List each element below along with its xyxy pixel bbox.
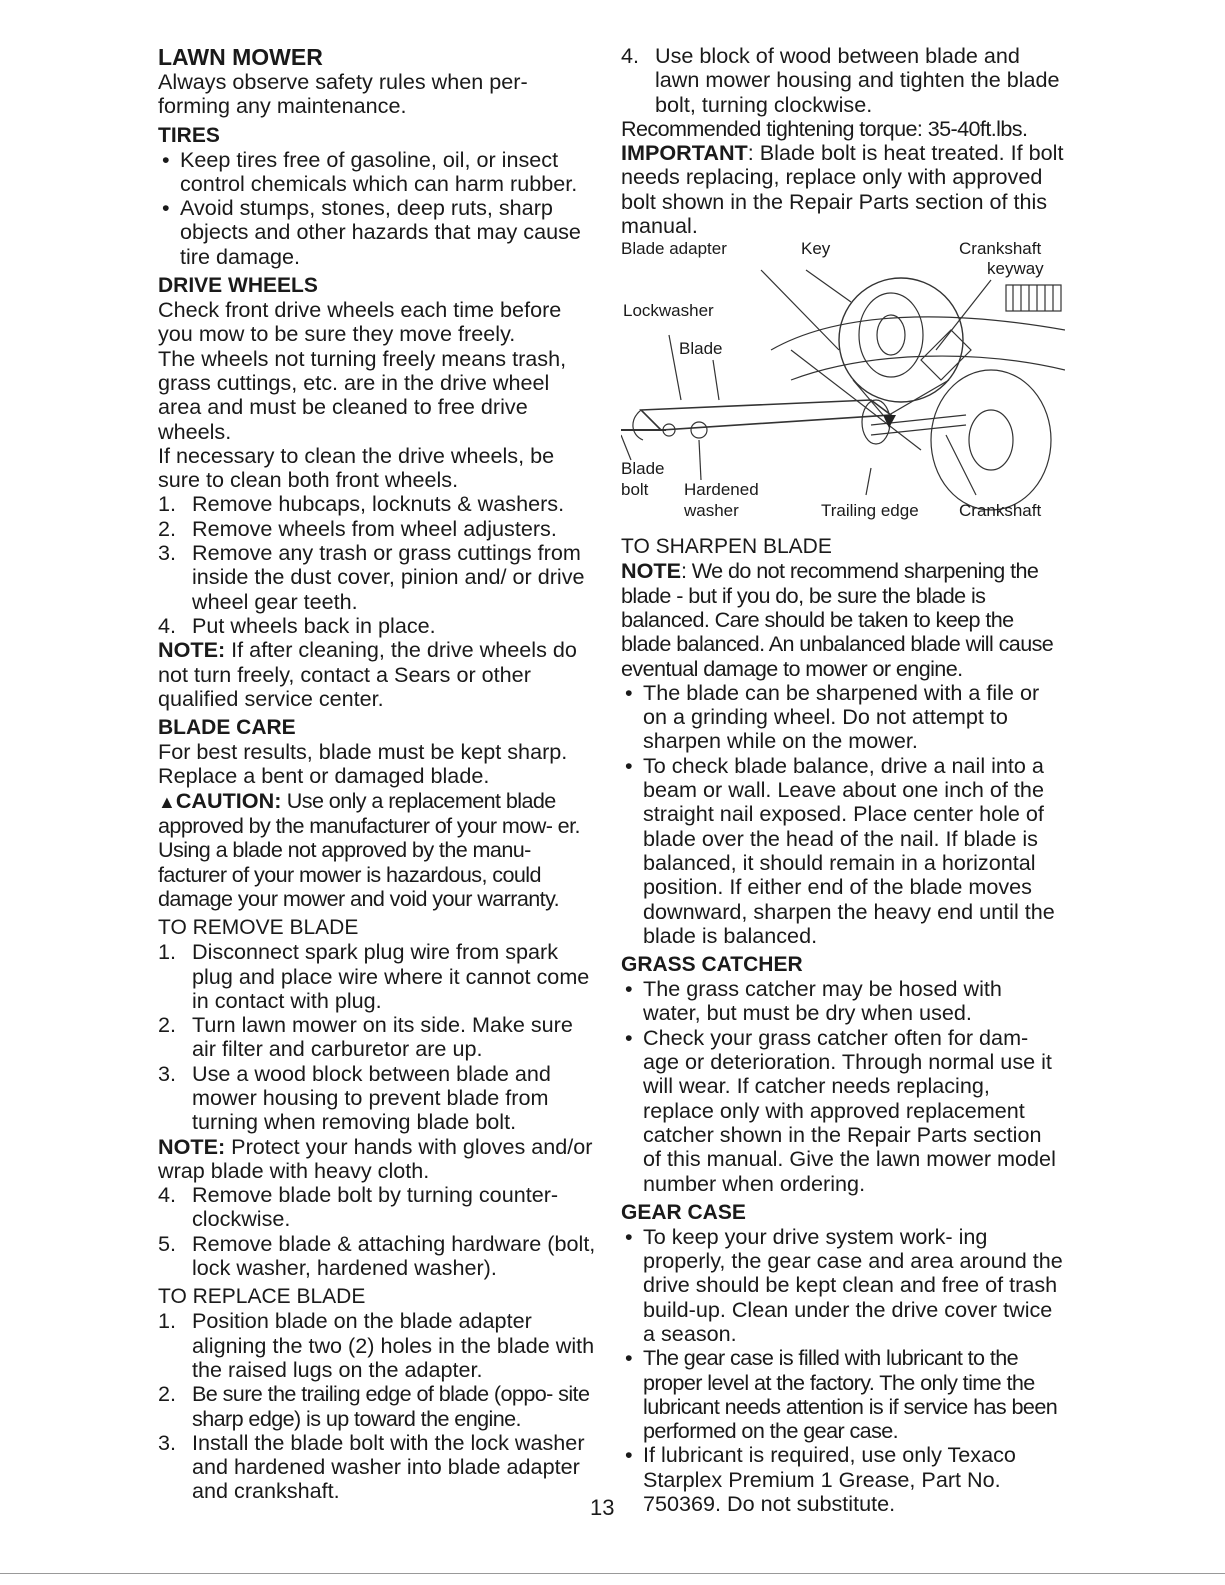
- gear-case-list: [621, 1225, 1065, 1517]
- section-title-lawn-mower: LAWN MOWER: [158, 44, 323, 70]
- drive-wheels-p3: If necessary to clean the drive wheels, be sure to clean both front wheels.: [158, 442, 555, 493]
- list-item: 4. Remove blade bolt by turning counter- clockwise.: [158, 1182, 559, 1232]
- drive-wheels-p2: The wheels not turning freely means trash, grass cuttings, etc. are in the drive wheel area and must be cleaned to free drive wheels.: [158, 345, 567, 444]
- label-lockwasher: Lockwasher: [623, 301, 714, 321]
- list-item: 1. Disconnect spark plug wire from spark plug and place wire where it cannot come in contact with plug.: [158, 939, 590, 1013]
- replace-blade-step-4: [621, 44, 1065, 117]
- label-blade-bolt-2: bolt: [621, 480, 649, 500]
- label-blade-bolt-1: Blade: [621, 459, 665, 479]
- tires-list: [158, 148, 598, 269]
- drive-wheels-steps: [158, 492, 598, 638]
- bullet-dot-icon: •: [162, 195, 170, 221]
- label-trailing-edge: Trailing edge: [821, 501, 919, 521]
- sharpen-list: [621, 681, 1065, 948]
- heading-sharpen-blade: TO SHARPEN BLADE: [621, 535, 832, 559]
- list-item: • Check your grass catcher often for dam- age or deterioration. Through normal use it will wear. If catcher needs replacing, replace only with approved replacement catcher shown in the Repair Parts section of this manual. Give the lawn mower model number when ordering.: [625, 1024, 1056, 1196]
- sharpen-note: NOTE: We do not recommend sharpening the blade - but if you do, be sure the blade is balanced. Care should be taken to keep the blade balanced. An unbalanced blade will cause eventual damage to mower or engine.: [621, 558, 1054, 681]
- warning-triangle-icon: ▲: [158, 791, 176, 812]
- list-item: 4. Use block of wood between blade and lawn mower housing and tighten the blade bolt, turning clockwise.: [621, 43, 1060, 117]
- remove-blade-note: NOTE: Protect your hands with gloves and/or wrap blade with heavy cloth.: [158, 1133, 593, 1183]
- list-item: • The gear case is filled with lubricant to the proper level at the factory. The only time the lubricant needs attention is if service has been performed on the gear case.: [625, 1345, 1058, 1444]
- list-item: 2. Be sure the trailing edge of blade (oppo- site sharp edge) is up toward the engine.: [158, 1381, 590, 1431]
- list-item: 3. Remove any trash or grass cuttings from inside the dust cover, pinion and/ or drive wheel gear teeth.: [158, 540, 585, 614]
- list-item: • Keep tires free of gasoline, oil, or insect control chemicals which can harm rubber.: [162, 146, 578, 196]
- label-blade: Blade: [679, 339, 723, 359]
- label-hardened-1: Hardened: [684, 480, 759, 500]
- bullet-dot-icon: •: [625, 976, 633, 1002]
- intro-text: Always observe safety rules when per- forming any maintenance.: [158, 69, 528, 119]
- heading-replace-blade: TO REPLACE BLADE: [158, 1285, 366, 1309]
- remove-blade-steps: [158, 940, 598, 1134]
- blade-assembly-diagram: [621, 240, 1065, 530]
- heading-tires: TIRES: [158, 123, 220, 147]
- bullet-dot-icon: •: [162, 146, 170, 172]
- left-column: [158, 44, 598, 1504]
- list-item: • To keep your drive system work- ing properly, the gear case and area around the drive should be kept clean and free of trash build-up. Clean under the drive cover twice a season.: [625, 1223, 1063, 1346]
- important-text: IMPORTANT: Blade bolt is heat treated. If bolt needs replacing, replace only with approved bolt shown in the Repair Parts section of this manual.: [621, 140, 1064, 239]
- label-hardened-2: washer: [684, 501, 739, 521]
- heading-remove-blade: TO REMOVE BLADE: [158, 916, 359, 940]
- list-item: • The grass catcher may be hosed with water, but must be dry when used.: [625, 976, 1002, 1026]
- blade-care-p1: For best results, blade must be kept sharp. Replace a bent or damaged blade.: [158, 739, 568, 789]
- list-item: • Avoid stumps, stones, deep ruts, sharp objects and other hazards that may cause tire damage.: [162, 195, 581, 269]
- list-item: 2. Turn lawn mower on its side. Make sure air filter and carburetor are up.: [158, 1012, 573, 1062]
- bottom-rule: [0, 1573, 1225, 1574]
- label-crankshaft-keyway-1: Crankshaft: [959, 239, 1042, 259]
- list-item: 1. Position blade on the blade adapter aligning the two (2) holes in the blade with the raised lugs on the adapter.: [158, 1308, 595, 1382]
- list-item: • If lubricant is required, use only Texaco Starplex Premium 1 Grease, Part No. 750369. Do not substitute.: [625, 1442, 1016, 1517]
- heading-drive-wheels: DRIVE WHEELS: [158, 274, 318, 298]
- heading-gear-case: GEAR CASE: [621, 1200, 746, 1224]
- label-key: Key: [801, 239, 831, 259]
- grass-catcher-list: [621, 977, 1065, 1196]
- bullet-dot-icon: •: [625, 752, 633, 778]
- heading-grass-catcher: GRASS CATCHER: [621, 953, 803, 977]
- list-item: 2. Remove wheels from wheel adjusters.: [158, 515, 557, 541]
- bullet-dot-icon: •: [625, 1024, 633, 1050]
- drive-wheels-note: NOTE: If after cleaning, the drive wheels do not turn freely, contact a Sears or other qualified service center.: [158, 637, 577, 711]
- list-item: 4. Put wheels back in place.: [158, 612, 436, 638]
- list-item: 1. Remove hubcaps, locknuts & washers.: [158, 491, 565, 517]
- label-crankshaft: Crankshaft: [959, 501, 1042, 521]
- bullet-dot-icon: •: [625, 1345, 633, 1371]
- list-item: • The blade can be sharpened with a file or on a grinding wheel. Do not attempt to sharpen while on the mower.: [625, 679, 1040, 754]
- caution-text: ▲CAUTION: Use only a replacement blade approved by the manufacturer of your mow- er. Using a blade not approved by the manu- facturer of your mower is hazardous, could damage your mower and void your warranty.: [158, 787, 580, 911]
- bullet-dot-icon: •: [625, 1223, 633, 1249]
- bullet-dot-icon: •: [625, 1442, 633, 1468]
- torque-text: Recommended tightening torque: 35-40ft.lbs.: [621, 115, 1028, 141]
- label-crankshaft-keyway-2: keyway: [987, 259, 1044, 279]
- drive-wheels-p1: Check front drive wheels each time before you mow to be sure they move freely.: [158, 297, 562, 347]
- page-number: 13: [590, 1495, 615, 1520]
- list-item: • To check blade balance, drive a nail into a beam or wall. Leave about one inch of the straight nail exposed. Place center hole of blade over the head of the nail. If blade is balanced, it should remain in a horizontal position. If either end of the blade moves downward, sharpen the heavy end until the blade is balanced.: [625, 752, 1055, 948]
- remove-blade-steps-2: [158, 1183, 598, 1280]
- heading-blade-care: BLADE CARE: [158, 716, 296, 740]
- list-item: 5. Remove blade & attaching hardware (bolt, lock washer, hardened washer).: [158, 1230, 596, 1281]
- list-item: 3. Install the blade bolt with the lock washer and hardened washer into blade adapter and crankshaft.: [158, 1429, 585, 1504]
- replace-blade-steps: [158, 1309, 598, 1503]
- label-blade-adapter: Blade adapter: [621, 239, 727, 259]
- list-item: 3. Use a wood block between blade and mower housing to prevent blade from turning when removing blade bolt.: [158, 1060, 551, 1135]
- bullet-dot-icon: •: [625, 679, 633, 705]
- right-column: [621, 44, 1065, 1516]
